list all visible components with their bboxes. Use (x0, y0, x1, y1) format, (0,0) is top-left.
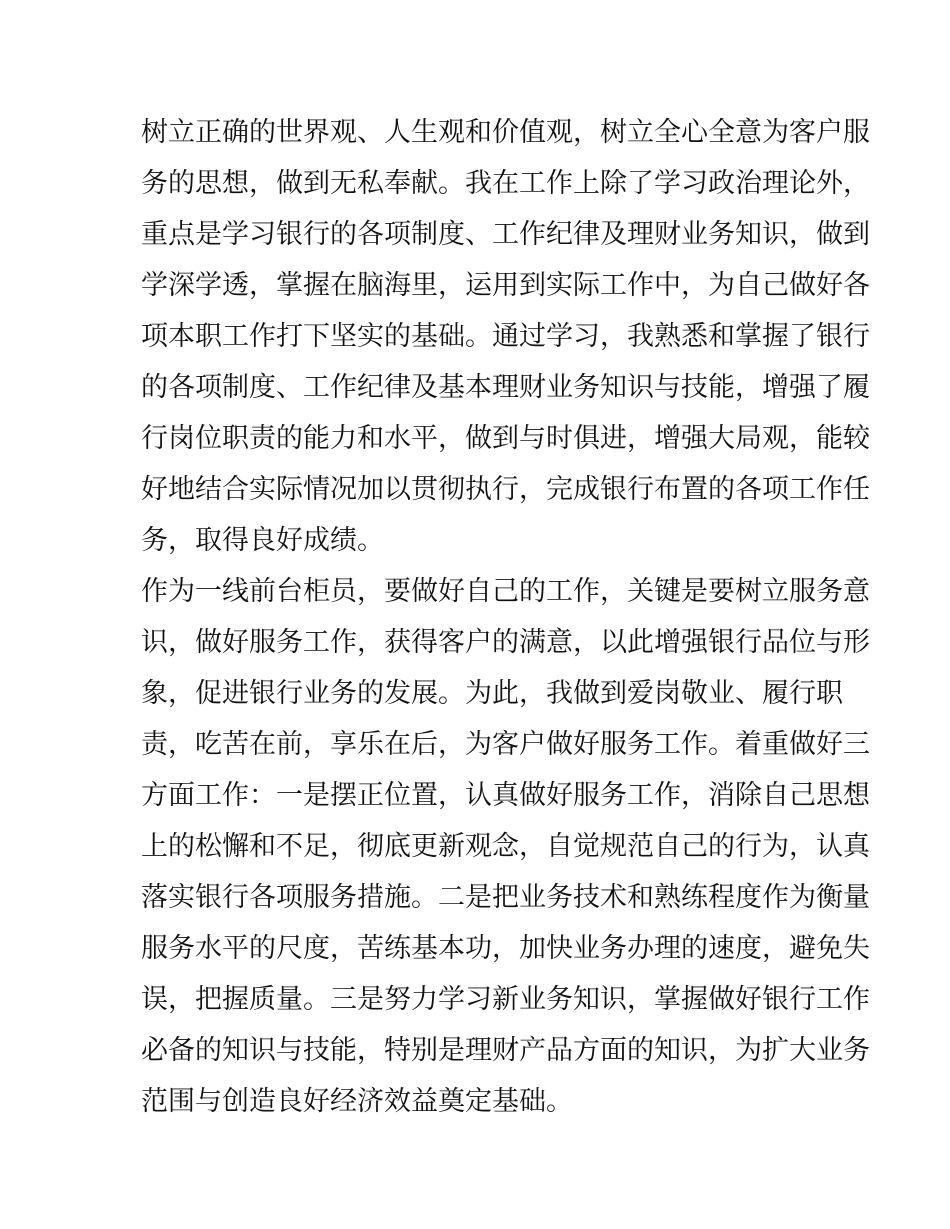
text-line: 必备的知识与技能，特别是理财产品方面的知识，为扩大业务 (141, 1035, 870, 1066)
text-line: 上的松懈和不足，彻底更新观念，自觉规范自己的行为，认真 (141, 831, 870, 862)
text-line: 行岗位职责的能力和水平，做到与时俱进，增强大局观，能较 (141, 423, 870, 454)
text-line: 服务水平的尺度，苦练基本功，加快业务办理的速度，避免失 (141, 933, 870, 964)
text-line: 好地结合实际情况加以贯彻执行，完成银行布置的各项工作任 (141, 474, 870, 505)
text-line: 务的思想，做到无私奉献。我在工作上除了学习政治理论外， (141, 168, 870, 199)
text-line: 项本职工作打下坚实的基础。通过学习，我熟悉和掌握了银行 (141, 321, 870, 352)
text-line: 责，吃苦在前，享乐在后，为客户做好服务工作。着重做好三 (141, 729, 870, 760)
text-line: 落实银行各项服务措施。二是把业务技术和熟练程度作为衡量 (141, 882, 870, 913)
text-line: 务，取得良好成绩。 (141, 525, 384, 556)
text-line: 重点是学习银行的各项制度、工作纪律及理财业务知识，做到 (141, 219, 870, 250)
text-line: 作为一线前台柜员，要做好自己的工作，关键是要树立服务意 (141, 576, 870, 607)
text-line: 树立正确的世界观、人生观和价值观，树立全心全意为客户服 (141, 117, 870, 148)
text-line: 学深学透，掌握在脑海里，运用到实际工作中，为自己做好各 (141, 270, 870, 301)
document-body (141, 107, 870, 1127)
text-line: 的各项制度、工作纪律及基本理财业务知识与技能，增强了履 (141, 372, 870, 403)
text-line: 范围与创造良好经济效益奠定基础。 (141, 1086, 573, 1117)
text-line: 误，把握质量。三是努力学习新业务知识，掌握做好银行工作 (141, 984, 870, 1015)
text-line: 方面工作：一是摆正位置，认真做好服务工作，消除自己思想 (141, 780, 870, 811)
text-line: 识，做好服务工作，获得客户的满意，以此增强银行品位与形 (141, 627, 870, 658)
text-line: 象，促进银行业务的发展。为此，我做到爱岗敬业、履行职 (141, 678, 843, 709)
